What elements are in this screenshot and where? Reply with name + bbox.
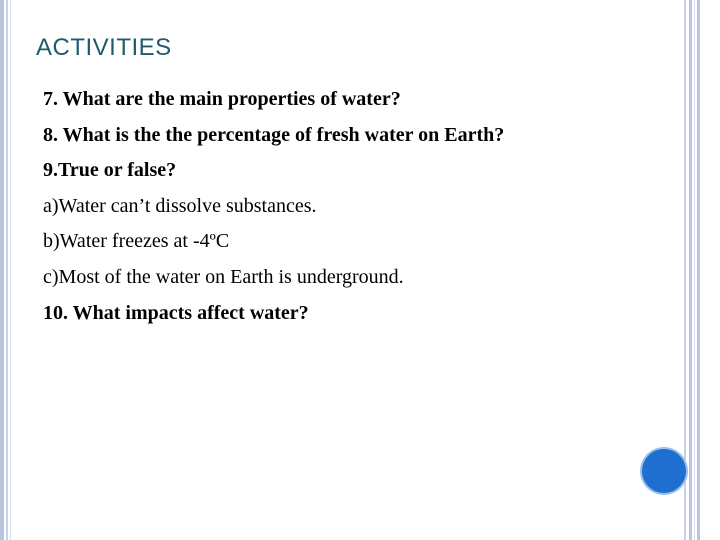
- slide-title: ACTIVITIES: [36, 34, 172, 61]
- question-7: 7. What are the main properties of water?: [43, 88, 401, 110]
- left-border-line: [0, 0, 4, 540]
- question-8: 8. What is the the percentage of fresh water on Earth?: [43, 123, 505, 146]
- right-border-line: [697, 0, 700, 540]
- statement-a: a)Water can’t dissolve substances.: [43, 194, 317, 217]
- left-border-line: [6, 0, 8, 540]
- right-border-line: [684, 0, 686, 540]
- activity-list: [43, 83, 673, 332]
- right-border-line: [689, 0, 692, 540]
- right-border-line: [694, 0, 695, 540]
- left-border-line: [10, 0, 11, 540]
- question-10: 10. What impacts affect water?: [43, 301, 309, 324]
- statement-b: b)Water freezes at -4ºC: [43, 230, 230, 253]
- decorative-circle: [642, 449, 686, 493]
- statement-c: c)Most of the water on Earth is underground.: [43, 265, 404, 288]
- question-9: 9.True or false?: [43, 159, 177, 182]
